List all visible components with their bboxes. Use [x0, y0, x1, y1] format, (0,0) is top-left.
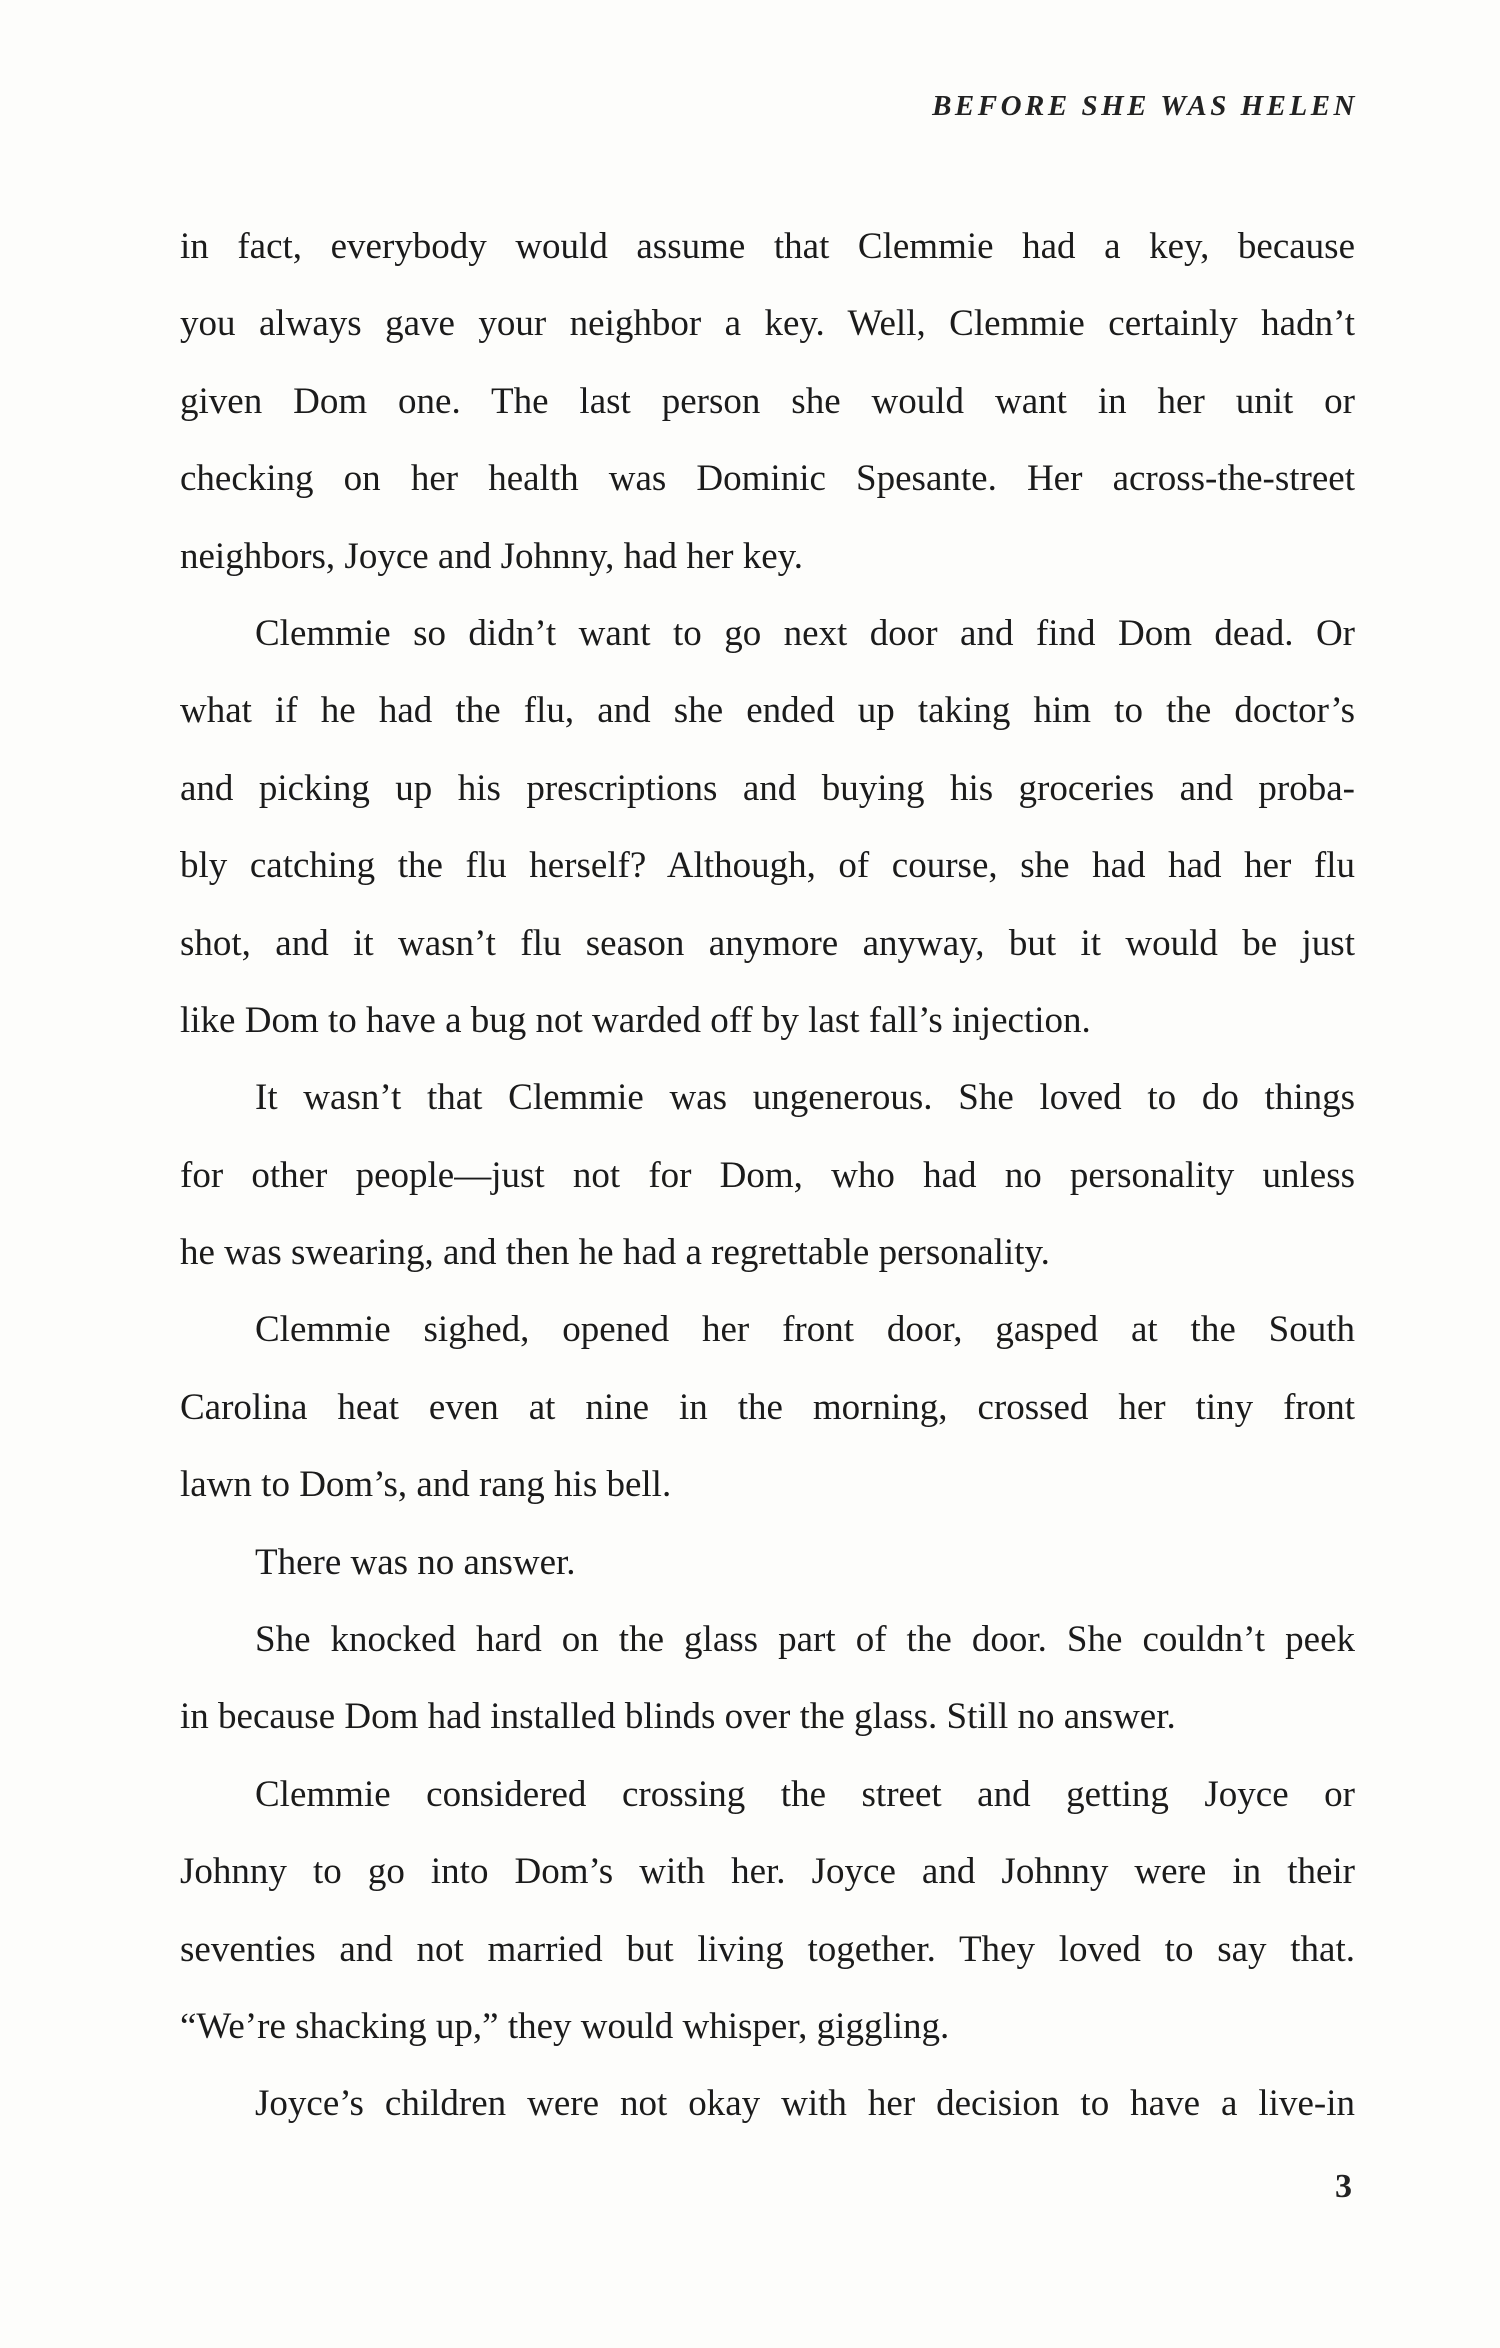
- text-line: Joyce’s children were not okay with her decision to have a live-in: [255, 2083, 1355, 2125]
- text-line: and picking up his prescriptions and buying his groceries and proba-: [180, 767, 1355, 809]
- text-line: neighbors, Joyce and Johnny, had her key.: [180, 535, 804, 577]
- text-line: given Dom one. The last person she would want in her unit or: [180, 380, 1355, 422]
- text-line: “We’re shacking up,” they would whisper, giggling.: [180, 2005, 950, 2047]
- text-line: like Dom to have a bug not warded off by last fall’s injection.: [180, 999, 1091, 1041]
- body-text: [180, 208, 1355, 2143]
- text-line: She knocked hard on the glass part of the door. She couldn’t peek: [255, 1619, 1355, 1661]
- text-line: seventies and not married but living together. They loved to say that.: [180, 1928, 1355, 1970]
- text-line: It wasn’t that Clemmie was ungenerous. She loved to do things: [255, 1077, 1355, 1119]
- text-line: for other people—just not for Dom, who had no personality unless: [180, 1154, 1355, 1196]
- text-line: bly catching the flu herself? Although, of course, she had had her flu: [180, 845, 1355, 887]
- text-line: Carolina heat even at nine in the morning, crossed her tiny front: [180, 1386, 1355, 1428]
- text-line: Clemmie so didn’t want to go next door and find Dom dead. Or: [255, 612, 1355, 654]
- text-line: There was no answer.: [255, 1541, 576, 1583]
- running-head: BEFORE SHE WAS HELEN: [932, 90, 1358, 122]
- text-line: what if he had the flu, and she ended up taking him to the doctor’s: [180, 690, 1355, 732]
- text-line: in fact, everybody would assume that Clemmie had a key, because: [180, 226, 1355, 267]
- text-line: he was swearing, and then he had a regrettable personality.: [180, 1232, 1050, 1274]
- text-line: you always gave your neighbor a key. Well, Clemmie certainly hadn’t: [180, 303, 1355, 345]
- text-line: Johnny to go into Dom’s with her. Joyce and Johnny were in their: [180, 1851, 1355, 1893]
- text-line: in because Dom had installed blinds over the glass. Still no answer.: [180, 1696, 1176, 1738]
- page-number: 3: [1335, 2168, 1352, 2205]
- text-line: lawn to Dom’s, and rang his bell.: [180, 1464, 672, 1506]
- text-line: shot, and it wasn’t flu season anymore anyway, but it would be just: [180, 922, 1355, 964]
- text-line: checking on her health was Dominic Spesante. Her across-the-street: [180, 458, 1355, 500]
- text-line: Clemmie considered crossing the street and getting Joyce or: [255, 1773, 1355, 1815]
- text-line: Clemmie sighed, opened her front door, gasped at the South: [255, 1309, 1355, 1351]
